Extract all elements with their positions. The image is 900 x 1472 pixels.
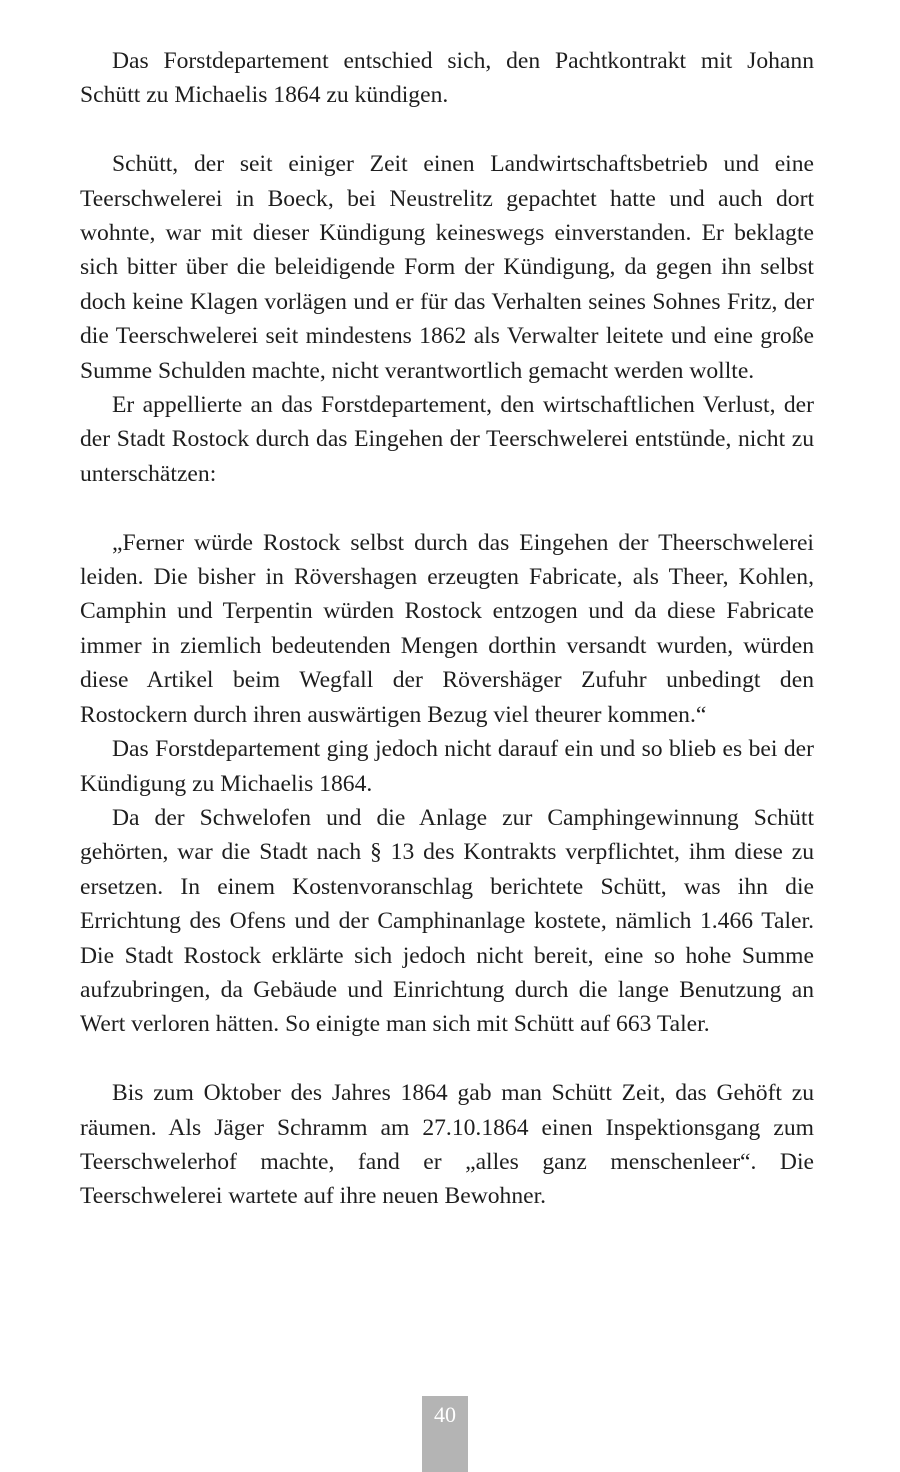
quote-paragraph: „Ferner würde Rostock selbst durch das Eingehen der Theerschwelerei leiden. Die bisher in Rövershagen erzeugten Fabricate, als Theer, Kohlen, Camphin und Terpentin würden Rostock entzogen und da diese Fabricate immer in ziemlich bedeutenden Mengen dorthin versandt wurden, würden diese Artikel beim Wegfall der Rövershäger Zufuhr unbedingt den Rostockern durch ihren auswärtigen Bezug viel theurer kommen.“ [80, 529, 814, 728]
paragraph-5: Das Forstdepartement ging jedoch nicht darauf ein und so blieb es bei der Kündigung zu Michaelis 1864. [80, 736, 814, 797]
body-text [80, 44, 814, 1214]
paragraph-gap [80, 113, 814, 147]
paragraph-gap [80, 491, 814, 525]
paragraph-1: Das Forstdepartement entschied sich, den Pachtkontrakt mit Johann Schütt zu Michaelis 1864 zu kündigen. [80, 48, 814, 109]
paragraph-gap [80, 1042, 814, 1076]
page-number: 40 [422, 1396, 468, 1472]
paragraph-6: Da der Schwelofen und die Anlage zur Camphingewinnung Schütt gehörten, war die Stadt nach § 13 des Kontrakts verpflichtet, ihm diese zu ersetzen. In einem Kostenvoranschlag berichtete Schütt, was ihn die Errichtung des Ofens und der Camphinanlage kostete, nämlich 1.466 Taler. Die Stadt Rostock erklärte sich jedoch nicht bereit, eine so hohe Summe aufzubringen, da Gebäude und Einrichtung durch die lange Benutzung an Wert verloren hätten. So einigte man sich mit Schütt auf 663 Taler. [80, 804, 814, 1038]
paragraph-2: Schütt, der seit einiger Zeit einen Landwirtschaftsbetrieb und eine Teerschwelerei in Boeck, bei Neustrelitz gepachtet hatte und auch dort wohnte, war mit dieser Kündigung keineswegs einverstanden. Er beklagte sich bitter über die beleidigende Form der Kündigung, da gegen ihn selbst doch keine Klagen vorlägen und er für das Verhalten seines Sohnes Fritz, der die Teerschwelerei seit mindestens 1862 als Verwalter leitete und eine große Summe Schulden machte, nicht verantwortlich gemacht werden wollte. [80, 151, 814, 384]
paragraph-7: Bis zum Oktober des Jahres 1864 gab man Schütt Zeit, das Gehöft zu räumen. Als Jäger Schramm am 27.10.1864 einen Inspektionsgang zum Teerschwelerhof machte, fand er „alles ganz menschenleer“. Die Teerschwelerei wartete auf ihre neuen Bewohner. [80, 1080, 814, 1210]
paragraph-3: Er appellierte an das Forstdepartement, den wirtschaftlichen Verlust, der der Stadt Rostock durch das Eingehen der Teerschwelerei entstünde, nicht zu unterschätzen: [80, 392, 814, 487]
